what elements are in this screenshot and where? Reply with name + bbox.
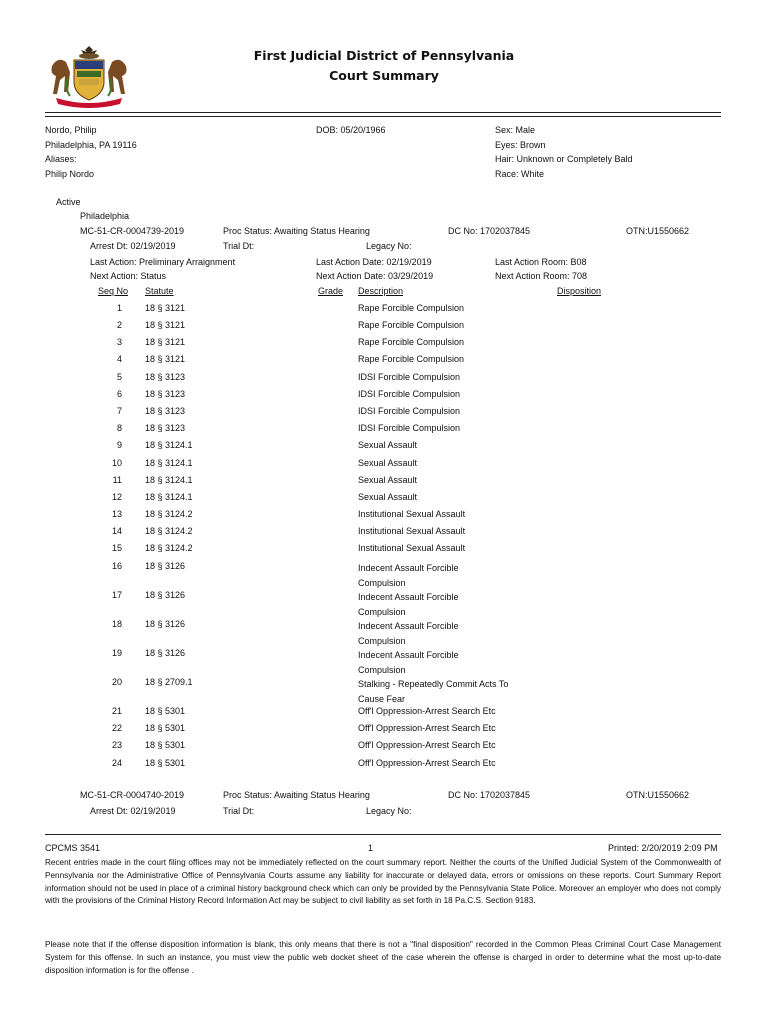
disclaimer-paragraph: Recent entries made in the court filing offices may not be immediately reflected on the court summary report. Neither the courts of the Unified Judicial System of the Commonwealth of Pennsylvania nor the Administrative Office of Pennsylvania Courts assume any liability for inaccurate or delayed data, errors or omissions on these reports. Court Summary Report information should not be used in place of a criminal history background check which can only be provided by the Pennsylvania State Police. Moreover an employer who does not comply with the provisions of the Criminal History Record Information Act may be subject to civil liability as set forth in 18 Pa.C.S. Section 9183. [45, 858, 721, 906]
seq-no: 19 [111, 648, 122, 658]
charge-row [0, 543, 768, 557]
aliases-label: Aliases: [45, 154, 77, 164]
seq-no: 24 [111, 758, 122, 768]
charge-description: Institutional Sexual Assault [358, 509, 466, 519]
seq-no: 9 [116, 440, 122, 450]
statute: 18 § 5301 [145, 740, 186, 750]
charge-row [0, 561, 768, 589]
statute: 18 § 3121 [145, 337, 186, 347]
charge-row [0, 509, 768, 523]
dc-number: DC No: 1702037845 [448, 790, 531, 800]
charge-description: Indecent Assault Forcible Compulsion [358, 592, 459, 617]
charge-row [0, 440, 768, 454]
statute: 18 § 3123 [145, 372, 186, 382]
otn: OTN:U1550662 [626, 790, 690, 800]
header-rule-bottom [45, 116, 721, 117]
header-rule-top [45, 112, 721, 113]
statute: 18 § 3123 [145, 406, 186, 416]
charge-description: Off'l Oppression-Arrest Search Etc [358, 706, 496, 716]
statute: 18 § 3126 [145, 648, 186, 658]
charge-row [0, 619, 768, 647]
statute: 18 § 3126 [145, 590, 186, 600]
defendant-name: Nordo, Philip [45, 125, 97, 135]
last-action-room: Last Action Room: B08 [495, 257, 587, 267]
legacy-number: Legacy No: [366, 806, 412, 816]
statute: 18 § 3124.1 [145, 475, 193, 485]
charge-description: Sexual Assault [358, 458, 418, 468]
seq-no: 1 [116, 303, 122, 313]
charge-row [0, 389, 768, 403]
seq-no: 12 [111, 492, 122, 502]
seq-no: 14 [111, 526, 122, 536]
charge-description: Rape Forcible Compulsion [358, 320, 465, 330]
charge-description: Indecent Assault Forcible Compulsion [358, 563, 459, 588]
statute: 18 § 3126 [145, 619, 186, 629]
statute: 18 § 3123 [145, 389, 186, 399]
charge-row [0, 723, 768, 737]
statute: 18 § 3121 [145, 354, 186, 364]
charge-description: Stalking - Repeatedly Commit Acts To Cause Fear [358, 679, 509, 704]
seq-no: 13 [111, 509, 122, 519]
seq-no: 23 [111, 740, 122, 750]
charge-description: Institutional Sexual Assault [358, 543, 466, 553]
charge-description: IDSI Forcible Compulsion [358, 406, 461, 416]
statute: 18 § 3123 [145, 423, 186, 433]
charge-description: Indecent Assault Forcible Compulsion [358, 621, 459, 646]
charge-description: Indecent Assault Forcible Compulsion [358, 650, 459, 675]
seq-no: 20 [111, 677, 122, 687]
next-action-date: Next Action Date: 03/29/2019 [316, 271, 434, 281]
seq-no: 15 [111, 543, 122, 553]
county: Philadelphia [80, 211, 130, 221]
charge-row [0, 303, 768, 317]
case-docket: MC-51-CR-0004740-2019 [80, 790, 185, 800]
charge-row [0, 526, 768, 540]
otn: OTN:U1550662 [626, 226, 690, 236]
charge-description: Off'l Oppression-Arrest Search Etc [358, 758, 496, 768]
arrest-date: Arrest Dt: 02/19/2019 [90, 241, 176, 251]
seq-no: 10 [111, 458, 122, 468]
statute: 18 § 3124.1 [145, 458, 193, 468]
column-header-seq: Seq No [98, 286, 129, 296]
alias-entry: Philip Nordo [45, 169, 95, 179]
legacy-number: Legacy No: [366, 241, 412, 251]
disposition-note-paragraph: Please note that if the offense disposition information is blank, this only means that there is not a "final disposition" recorded in the Common Pleas Criminal Court Case Management System for this offense. In such an instance, you must view the public web docket sheet of the case wherein the offense is charged in order to determine what the most up-to-date disposition information is for the offense . [45, 940, 721, 975]
document-subtitle: Court Summary [329, 68, 439, 83]
seq-no: 18 [111, 619, 122, 629]
charge-description: Off'l Oppression-Arrest Search Etc [358, 723, 496, 733]
charge-row [0, 706, 768, 720]
statute: 18 § 3124.1 [145, 440, 193, 450]
dc-number: DC No: 1702037845 [448, 226, 531, 236]
trial-date: Trial Dt: [223, 241, 255, 251]
seq-no: 17 [111, 590, 122, 600]
charge-row [0, 740, 768, 754]
footer-rule [45, 834, 721, 835]
arrest-date: Arrest Dt: 02/19/2019 [90, 806, 176, 816]
charge-description: Rape Forcible Compulsion [358, 354, 465, 364]
proc-status: Proc Status: Awaiting Status Hearing [223, 790, 370, 800]
statute: 18 § 5301 [145, 723, 186, 733]
charge-description: Rape Forcible Compulsion [358, 337, 465, 347]
disposition-note-block [45, 939, 721, 977]
next-action: Next Action: Status [90, 271, 167, 281]
charge-row [0, 590, 768, 618]
seq-no: 2 [116, 320, 122, 330]
seq-no: 8 [116, 423, 122, 433]
charge-row [0, 423, 768, 437]
last-action: Last Action: Preliminary Arraignment [90, 257, 236, 267]
charge-row [0, 475, 768, 489]
seq-no: 16 [111, 561, 122, 571]
statute: 18 § 3124.2 [145, 526, 193, 536]
charge-description: Off'l Oppression-Arrest Search Etc [358, 740, 496, 750]
charge-description: IDSI Forcible Compulsion [358, 389, 461, 399]
sex: Sex: Male [495, 125, 536, 135]
defendant-address: Philadelphia, PA 19116 [45, 140, 137, 150]
charge-row [0, 492, 768, 506]
charge-description: Sexual Assault [358, 475, 418, 485]
charge-description: Institutional Sexual Assault [358, 526, 466, 536]
case-docket: MC-51-CR-0004739-2019 [80, 226, 185, 236]
statute: 18 § 3124.1 [145, 492, 193, 502]
dob: DOB: 05/20/1966 [316, 125, 386, 135]
charge-row [0, 372, 768, 386]
page-number: 1 [368, 843, 374, 853]
last-action-date: Last Action Date: 02/19/2019 [316, 257, 432, 267]
form-id: CPCMS 3541 [45, 843, 101, 853]
statute: 18 § 3126 [145, 561, 186, 571]
seq-no: 4 [116, 354, 122, 364]
trial-date: Trial Dt: [223, 806, 255, 816]
hair: Hair: Unknown or Completely Bald [495, 154, 633, 164]
seq-no: 21 [111, 706, 122, 716]
seq-no: 11 [112, 475, 122, 485]
case-status: Active [56, 197, 81, 207]
column-header-statute: Statute [145, 286, 174, 296]
proc-status: Proc Status: Awaiting Status Hearing [223, 226, 370, 236]
charge-description: Sexual Assault [358, 440, 418, 450]
charge-description: IDSI Forcible Compulsion [358, 423, 461, 433]
charge-row [0, 320, 768, 334]
document-title: First Judicial District of Pennsylvania [253, 48, 515, 63]
charge-description: IDSI Forcible Compulsion [358, 372, 461, 382]
statute: 18 § 5301 [145, 706, 186, 716]
column-header-description: Description [358, 286, 404, 296]
printed-timestamp: Printed: 2/20/2019 2:09 PM [608, 843, 718, 853]
statute: 18 § 3124.2 [145, 509, 193, 519]
charge-description: Sexual Assault [358, 492, 418, 502]
statute: 18 § 3121 [145, 303, 186, 313]
seq-no: 22 [111, 723, 122, 733]
charge-description: Rape Forcible Compulsion [358, 303, 465, 313]
charge-row [0, 677, 768, 705]
statute: 18 § 3121 [145, 320, 186, 330]
statute: 18 § 5301 [145, 758, 186, 768]
statute: 18 § 2709.1 [145, 677, 193, 687]
charge-row [0, 354, 768, 368]
charge-row [0, 337, 768, 351]
seq-no: 3 [116, 337, 122, 347]
column-header-disposition: Disposition [557, 286, 602, 296]
charge-row [0, 458, 768, 472]
eyes: Eyes: Brown [495, 140, 546, 150]
charge-row [0, 406, 768, 420]
seq-no: 6 [116, 389, 122, 399]
race: Race: White [495, 169, 545, 179]
disclaimer-block [45, 857, 721, 908]
seq-no: 7 [116, 406, 122, 416]
column-header-grade: Grade [318, 286, 344, 296]
statute: 18 § 3124.2 [145, 543, 193, 553]
seq-no: 5 [116, 372, 122, 382]
charge-row [0, 648, 768, 676]
charge-row [0, 758, 768, 772]
next-action-room: Next Action Room: 708 [495, 271, 588, 281]
